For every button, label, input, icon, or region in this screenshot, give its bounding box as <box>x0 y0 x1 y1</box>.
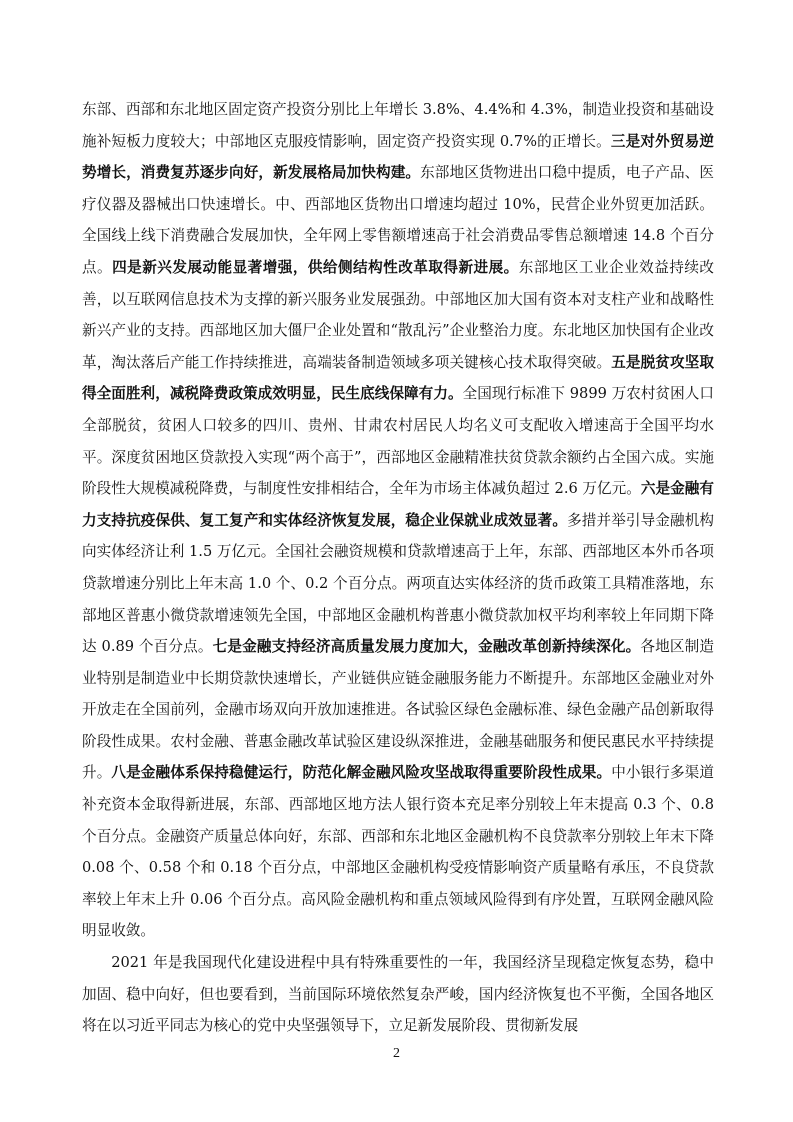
bold-heading-run: 五是脱贫攻坚取得全面胜利，减税降费政策成效明显，民生底线保障有力。 <box>82 353 714 403</box>
document-body <box>82 94 714 1042</box>
text-run: 东部地区工业企业效益持续改善，以互联网信息技术为支撑的新兴服务业发展强劲。中部地区加大国有资本对支柱产业和战略性新兴产业的支持。西部地区加大僵尸企业处置和“散乱污”企业整治力度。东北地区加快国有企业改革，淘汰落后产能工作持续推进，高端装备制造领域多项关键核心技术取得突破。 <box>82 258 714 371</box>
text-run: 东部、西部和东北地区固定资产投资分别比上年增长 3.8%、4.4%和 4.3%，制造业投资和基础设施补短板力度较大；中部地区克服疫情影响，固定资产投资实现 0.7%的正增长。 <box>82 101 714 150</box>
text-run: 东部地区货物进出口稳中提质，电子产品、医疗仪器及器械出口快速增长。中、西部地区货物出口增速均超过 10%，民营企业外贸更加活跃。全国线上线下消费融合发展加快，全年网上零售额增速高于社会消费品零售总额增速 14.8 个百分点。 <box>82 164 714 276</box>
bold-heading-run: 八是金融体系保持稳健运行，防范化解金融风险攻坚战取得重要阶段性成果。 <box>111 764 612 782</box>
paragraph-2: 2021 年是我国现代化建设进程中具有特殊重要性的一年，我国经济呈现稳定恢复态势，稳中加固、稳中向好，但也要看到，当前国际环境依然复杂严峻，国内经济恢复也不平衡，全国各地区将在以习近平同志为核心的党中央坚强领导下，立足新发展阶段、贯彻新发展 <box>82 954 714 1035</box>
bold-heading-run: 三是对外贸易逆势增长，消费复苏逐步向好，新发展格局加快构建。 <box>82 132 714 182</box>
text-run: 各地区制造业特别是制造业中长期贷款快速增长，产业链供应链金融服务能力不断提升。东部地区金融业对外开放走在全国前列，金融市场双向开放加速推进。各试验区绿色金融标准、绿色金融产品创新取得阶段性成果。农村金融、普惠金融改革试验区建设纵深推进，金融基础服务和便民惠民水平持续提升。 <box>82 638 714 782</box>
page-number: 2 <box>393 1046 400 1061</box>
text-run: 中小银行多渠道补充资本金取得新进展，东部、西部地区地方法人银行资本充足率分别较上年末提高 0.3 个、0.8 个百分点。金融资产质量总体向好，东部、西部和东北地区金融机构不良贷款率分别较上年末下降 0.08 个、0.58 个和 0.18 个百分点，中部地区金融机构受疫情影响资产质量略有承压，不良贷款率较上年末上升 0.06 个百分点。高风险金融机构和重点领域风险得到有序处置，互联网金融风险明显收敛。 <box>82 764 714 940</box>
bold-heading-run: 四是新兴发展动能显著增强，供给侧结构性改革取得新进展。 <box>112 258 519 276</box>
bold-heading-run: 七是金融支持经济高质量发展力度加大，金融改革创新持续深化。 <box>212 638 641 656</box>
bold-heading-run: 六是金融有力支持抗疫保供、复工复产和实体经济恢复发展，稳企业保就业成效显著。 <box>82 480 714 529</box>
text-run: 全国现行标准下 9899 万农村贫困人口全部脱贫，贫困人口较多的四川、贵州、甘肃农村居民人均名义可支配收入增速高于全国平均水平。深度贫困地区贷款投入实现“两个高于”，西部地区金融精准扶贫贷款余额约占全国六成。实施阶段性大规模减税降费，与制度性安排相结合，全年为市场主体减负超过 2.6 万亿元。 <box>82 385 714 498</box>
paragraph-1 <box>82 94 714 947</box>
text-run: 多措并举引导金融机构向实体经济让利 1.5 万亿元。全国社会融资规模和贷款增速高于上年，东部、西部地区本外币各项贷款增速分别比上年末高 1.0 个、0.2 个百分点。两项直达实体经济的货币政策工具精准落地，东部地区普惠小微贷款增速领先全国，中部地区金融机构普惠小微贷款加权平均利率较上年同期下降达 0.89 个百分点。 <box>82 511 714 656</box>
